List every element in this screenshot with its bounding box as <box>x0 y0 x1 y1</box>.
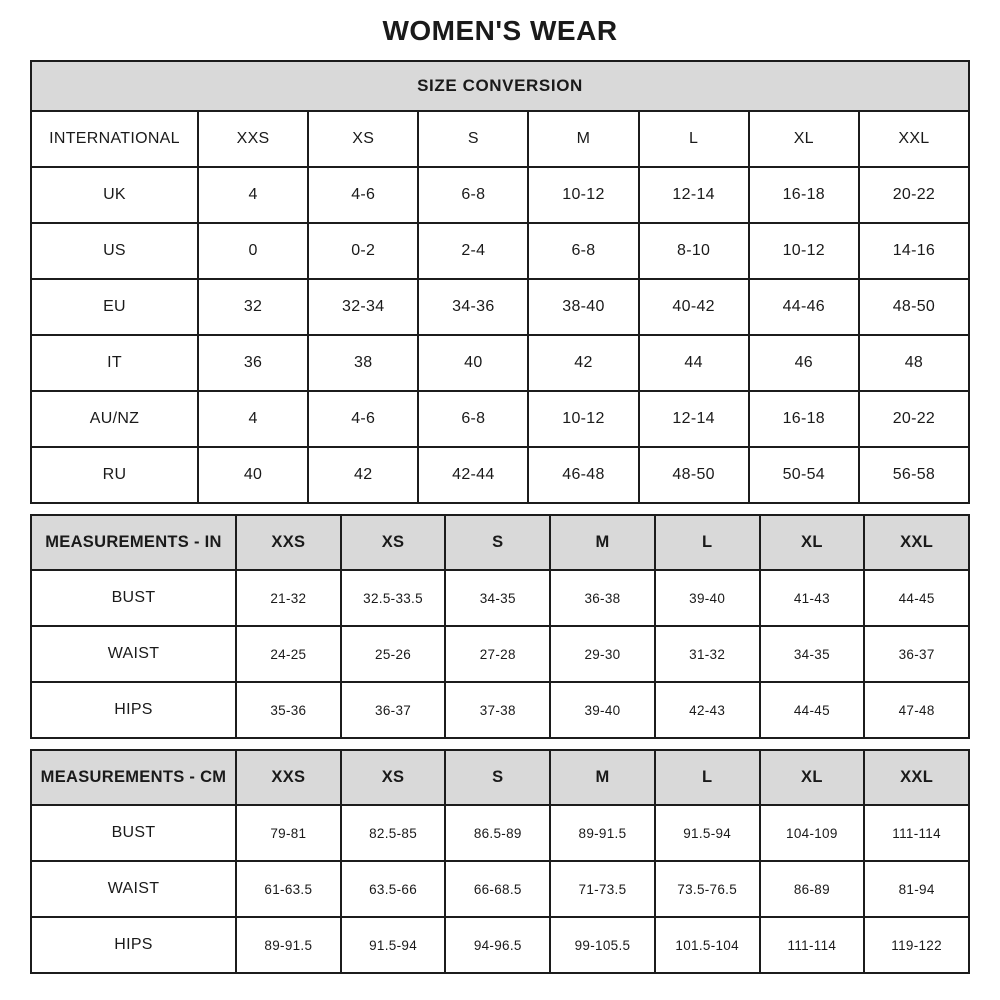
column-header: XS <box>341 515 446 570</box>
row-label: EU <box>31 279 198 335</box>
data-cell: 48-50 <box>859 279 969 335</box>
row-label: WAIST <box>31 861 236 917</box>
data-cell: 42-43 <box>655 682 760 738</box>
data-cell: 44-46 <box>749 279 859 335</box>
data-cell: 34-35 <box>445 570 550 626</box>
table-title: MEASUREMENTS - IN <box>31 515 236 570</box>
column-header: XXS <box>198 111 308 167</box>
column-header: S <box>418 111 528 167</box>
data-cell: 48 <box>859 335 969 391</box>
data-cell: 39-40 <box>655 570 760 626</box>
data-cell: 36 <box>198 335 308 391</box>
data-cell: 111-114 <box>760 917 865 973</box>
table-row <box>31 447 969 503</box>
data-cell: 91.5-94 <box>655 805 760 861</box>
data-cell: 86-89 <box>760 861 865 917</box>
column-header: XXL <box>864 515 969 570</box>
measurements_in-grid <box>30 514 970 739</box>
table-title: MEASUREMENTS - CM <box>31 750 236 805</box>
table-row <box>31 570 969 626</box>
column-header: XS <box>308 111 418 167</box>
column-header: M <box>528 111 638 167</box>
data-cell: 12-14 <box>639 167 749 223</box>
data-cell: 40 <box>418 335 528 391</box>
data-cell: 25-26 <box>341 626 446 682</box>
row-label: AU/NZ <box>31 391 198 447</box>
table-row <box>31 805 969 861</box>
row-label: BUST <box>31 570 236 626</box>
data-cell: 44 <box>639 335 749 391</box>
data-cell: 29-30 <box>550 626 655 682</box>
data-cell: 66-68.5 <box>445 861 550 917</box>
data-cell: 63.5-66 <box>341 861 446 917</box>
column-header: L <box>639 111 749 167</box>
table-row <box>31 917 969 973</box>
data-cell: 119-122 <box>864 917 969 973</box>
data-cell: 46 <box>749 335 859 391</box>
column-header: L <box>655 515 760 570</box>
row-label: UK <box>31 167 198 223</box>
data-cell: 81-94 <box>864 861 969 917</box>
table-row <box>31 391 969 447</box>
column-header: S <box>445 515 550 570</box>
row-label: RU <box>31 447 198 503</box>
data-cell: 42 <box>528 335 638 391</box>
row-label: WAIST <box>31 626 236 682</box>
data-cell: 27-28 <box>445 626 550 682</box>
row-label: IT <box>31 335 198 391</box>
table-row <box>31 626 969 682</box>
size-conversion-table <box>30 60 970 504</box>
data-cell: 71-73.5 <box>550 861 655 917</box>
data-cell: 31-32 <box>655 626 760 682</box>
data-cell: 44-45 <box>760 682 865 738</box>
data-cell: 34-36 <box>418 279 528 335</box>
data-cell: 16-18 <box>749 167 859 223</box>
row-label-header: INTERNATIONAL <box>31 111 198 167</box>
data-cell: 21-32 <box>236 570 341 626</box>
data-cell: 35-36 <box>236 682 341 738</box>
table-title: SIZE CONVERSION <box>31 61 969 111</box>
data-cell: 38-40 <box>528 279 638 335</box>
data-cell: 20-22 <box>859 167 969 223</box>
row-label: HIPS <box>31 917 236 973</box>
data-cell: 0-2 <box>308 223 418 279</box>
data-cell: 94-96.5 <box>445 917 550 973</box>
table-row <box>31 861 969 917</box>
column-header: XS <box>341 750 446 805</box>
data-cell: 20-22 <box>859 391 969 447</box>
data-cell: 12-14 <box>639 391 749 447</box>
data-cell: 24-25 <box>236 626 341 682</box>
data-cell: 4-6 <box>308 391 418 447</box>
data-cell: 41-43 <box>760 570 865 626</box>
data-cell: 10-12 <box>528 391 638 447</box>
data-cell: 42 <box>308 447 418 503</box>
measurements_cm-grid <box>30 749 970 974</box>
column-header: M <box>550 750 655 805</box>
data-cell: 91.5-94 <box>341 917 446 973</box>
data-cell: 6-8 <box>418 391 528 447</box>
data-cell: 32-34 <box>308 279 418 335</box>
column-header: XXS <box>236 750 341 805</box>
data-cell: 14-16 <box>859 223 969 279</box>
measurements-cm-table <box>30 749 970 974</box>
table-row <box>31 279 969 335</box>
data-cell: 36-37 <box>341 682 446 738</box>
data-cell: 37-38 <box>445 682 550 738</box>
data-cell: 111-114 <box>864 805 969 861</box>
data-cell: 36-38 <box>550 570 655 626</box>
data-cell: 73.5-76.5 <box>655 861 760 917</box>
data-cell: 50-54 <box>749 447 859 503</box>
column-header-row <box>31 515 969 570</box>
data-cell: 48-50 <box>639 447 749 503</box>
data-cell: 4 <box>198 391 308 447</box>
data-cell: 4 <box>198 167 308 223</box>
data-cell: 99-105.5 <box>550 917 655 973</box>
data-cell: 86.5-89 <box>445 805 550 861</box>
row-label: HIPS <box>31 682 236 738</box>
data-cell: 42-44 <box>418 447 528 503</box>
data-cell: 2-4 <box>418 223 528 279</box>
data-cell: 16-18 <box>749 391 859 447</box>
data-cell: 34-35 <box>760 626 865 682</box>
data-cell: 6-8 <box>418 167 528 223</box>
data-cell: 39-40 <box>550 682 655 738</box>
column-header: M <box>550 515 655 570</box>
column-header: XXL <box>859 111 969 167</box>
data-cell: 47-48 <box>864 682 969 738</box>
data-cell: 40-42 <box>639 279 749 335</box>
data-cell: 101.5-104 <box>655 917 760 973</box>
data-cell: 44-45 <box>864 570 969 626</box>
measurements-in-table <box>30 514 970 739</box>
table-row <box>31 335 969 391</box>
column-header: XL <box>760 750 865 805</box>
data-cell: 56-58 <box>859 447 969 503</box>
data-cell: 79-81 <box>236 805 341 861</box>
data-cell: 32 <box>198 279 308 335</box>
column-header-row <box>31 111 969 167</box>
data-cell: 6-8 <box>528 223 638 279</box>
size_conversion-grid <box>30 60 970 504</box>
table-title-row <box>31 61 969 111</box>
data-cell: 89-91.5 <box>236 917 341 973</box>
column-header: XXS <box>236 515 341 570</box>
column-header-row <box>31 750 969 805</box>
data-cell: 10-12 <box>528 167 638 223</box>
data-cell: 40 <box>198 447 308 503</box>
table-row <box>31 682 969 738</box>
data-cell: 61-63.5 <box>236 861 341 917</box>
row-label: BUST <box>31 805 236 861</box>
data-cell: 32.5-33.5 <box>341 570 446 626</box>
column-header: S <box>445 750 550 805</box>
data-cell: 104-109 <box>760 805 865 861</box>
row-label: US <box>31 223 198 279</box>
table-row <box>31 167 969 223</box>
column-header: XL <box>749 111 859 167</box>
column-header: XL <box>760 515 865 570</box>
data-cell: 38 <box>308 335 418 391</box>
data-cell: 82.5-85 <box>341 805 446 861</box>
data-cell: 4-6 <box>308 167 418 223</box>
table-row <box>31 223 969 279</box>
data-cell: 46-48 <box>528 447 638 503</box>
data-cell: 89-91.5 <box>550 805 655 861</box>
data-cell: 36-37 <box>864 626 969 682</box>
page-title: WOMEN'S WEAR <box>382 15 618 46</box>
column-header: L <box>655 750 760 805</box>
data-cell: 8-10 <box>639 223 749 279</box>
data-cell: 0 <box>198 223 308 279</box>
data-cell: 10-12 <box>749 223 859 279</box>
column-header: XXL <box>864 750 969 805</box>
